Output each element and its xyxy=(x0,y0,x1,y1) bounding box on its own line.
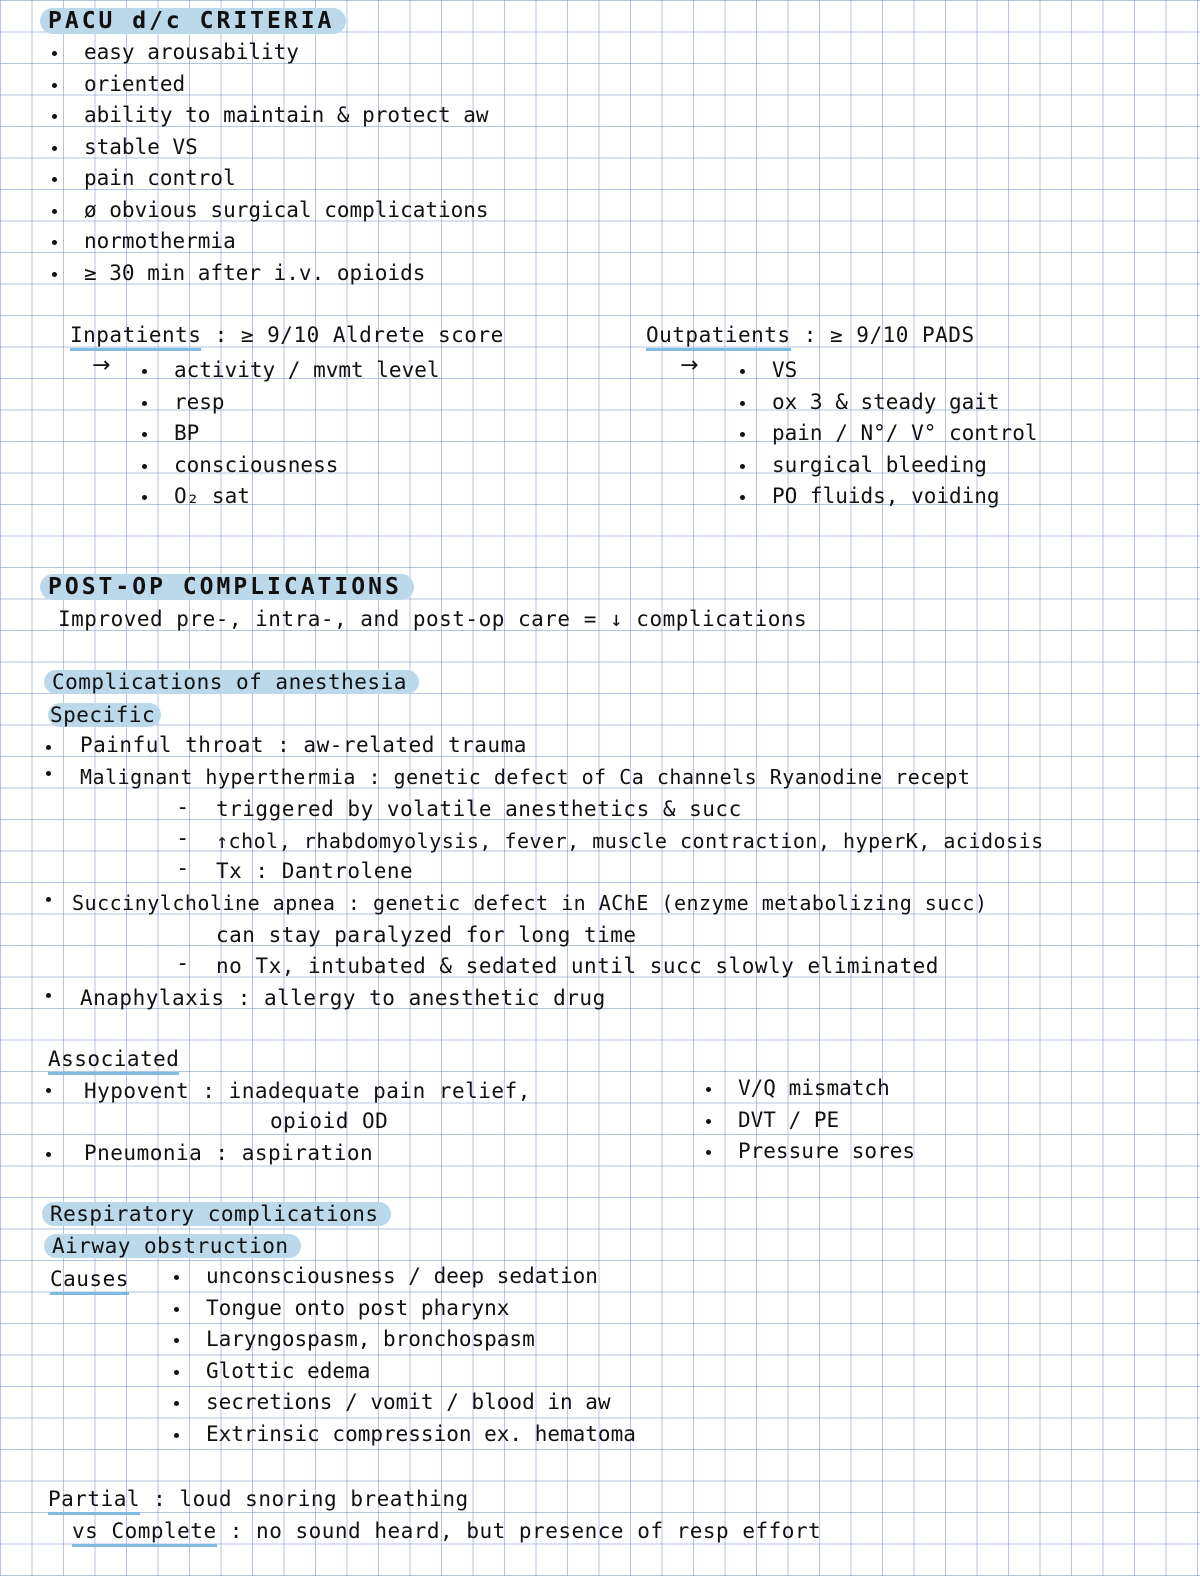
bullet xyxy=(46,771,51,776)
arrow-right-icon: → xyxy=(680,353,699,378)
dash: - xyxy=(176,951,190,976)
sux-treatment: no Tx, intubated & sedated until succ slowly eliminated xyxy=(216,954,939,978)
outpatients-heading xyxy=(646,322,975,348)
mh-treatment: Tx : Dantrolene xyxy=(216,859,414,883)
outpatients-list xyxy=(772,355,1038,513)
partial-label: Partial xyxy=(48,1487,140,1515)
anaphylaxis: Anaphylaxis : allergy to anesthetic drug xyxy=(80,986,606,1010)
list-item: unconsciousness / deep sedation xyxy=(206,1261,636,1293)
list-item: Extrinsic compression ex. hematoma xyxy=(206,1419,636,1451)
dash: - xyxy=(176,856,190,881)
pacu-criteria-list xyxy=(84,37,489,289)
sux-paralyzed: can stay paralyzed for long time xyxy=(216,923,637,947)
airway-obstruction-heading: Airway obstruction xyxy=(44,1233,301,1259)
arrow-right-icon: → xyxy=(92,353,111,378)
list-item: resp xyxy=(174,387,440,419)
list-item: VS xyxy=(772,355,1038,387)
mh-signs: ↑chol, rhabdomyolysis, fever, muscle contraction, hyperK, acidosis xyxy=(216,829,1044,853)
specific-label: Specific xyxy=(48,702,161,728)
hypovent: Hypovent : inadequate pain relief, xyxy=(84,1079,531,1103)
list-item: DVT / PE xyxy=(738,1105,915,1137)
postop-title: POST-OP COMPLICATIONS xyxy=(40,574,414,600)
list-item: activity / mvmt level xyxy=(174,355,440,387)
resp-heading: Respiratory complications xyxy=(42,1201,391,1227)
bullet xyxy=(46,745,51,750)
list-item: Tongue onto post pharynx xyxy=(206,1293,636,1325)
list-item: pain control xyxy=(84,163,489,195)
outpatients-label: Outpatients xyxy=(646,323,791,351)
inpatients-label: Inpatients xyxy=(70,323,201,351)
painful-throat: Painful throat : aw-related trauma xyxy=(80,733,527,757)
list-item: Pressure sores xyxy=(738,1136,915,1168)
list-item: consciousness xyxy=(174,450,440,482)
list-item: surgical bleeding xyxy=(772,450,1038,482)
list-item: ≥ 30 min after i.v. opioids xyxy=(84,258,489,290)
list-item: stable VS xyxy=(84,132,489,164)
bullet xyxy=(46,1088,51,1093)
list-item: O₂ sat xyxy=(174,481,440,513)
anesthesia-heading: Complications of anesthesia xyxy=(44,669,419,695)
inpatients-list xyxy=(174,355,440,513)
list-item: secretions / vomit / blood in aw xyxy=(206,1387,636,1419)
bullet xyxy=(46,993,51,998)
list-item: pain / N°/ V° control xyxy=(772,418,1038,450)
associated-label: Associated xyxy=(48,1046,179,1072)
associated-right-list xyxy=(738,1073,915,1168)
inpatients-score: : ≥ 9/10 Aldrete score xyxy=(214,323,504,347)
pacu-title: PACU d/c CRITERIA xyxy=(40,8,346,34)
complete-label: Complete xyxy=(111,1519,217,1543)
list-item: PO fluids, voiding xyxy=(772,481,1038,513)
vs-text: vs xyxy=(72,1519,99,1543)
complete-text: : no sound heard, but presence of resp effort xyxy=(229,1519,822,1543)
complete-line xyxy=(72,1518,821,1544)
succinylcholine-apnea: Succinylcholine apnea : genetic defect in AChE (enzyme metabolizing succ) xyxy=(72,891,988,915)
list-item: BP xyxy=(174,418,440,450)
bullet xyxy=(46,897,51,902)
list-item: easy arousability xyxy=(84,37,489,69)
causes-label: Causes xyxy=(50,1266,129,1292)
dash: - xyxy=(176,826,190,851)
list-item: ox 3 & steady gait xyxy=(772,387,1038,419)
list-item: normothermia xyxy=(84,226,489,258)
partial-line xyxy=(48,1486,469,1512)
dash: - xyxy=(176,795,190,820)
pneumonia: Pneumonia : aspiration xyxy=(84,1141,374,1165)
list-item: oriented xyxy=(84,69,489,101)
hypovent-opioid: opioid OD xyxy=(270,1109,389,1133)
mh-trigger: triggered by volatile anesthetics & succ xyxy=(216,797,742,821)
list-item: ability to maintain & protect aw xyxy=(84,100,489,132)
list-item: ø obvious surgical complications xyxy=(84,195,489,227)
causes-list xyxy=(206,1261,636,1450)
bullet xyxy=(46,1152,51,1157)
list-item: Laryngospasm, bronchospasm xyxy=(206,1324,636,1356)
partial-text: : loud snoring breathing xyxy=(153,1487,469,1511)
outpatients-score: : ≥ 9/10 PADS xyxy=(803,323,975,347)
malignant-hyperthermia: Malignant hyperthermia : genetic defect of Ca channels Ryanodine recept xyxy=(80,765,971,789)
inpatients-heading xyxy=(70,322,504,348)
list-item: Glottic edema xyxy=(206,1356,636,1388)
postop-intro: Improved pre-, intra-, and post-op care = ↓ complications xyxy=(58,607,808,631)
list-item: V/Q mismatch xyxy=(738,1073,915,1105)
